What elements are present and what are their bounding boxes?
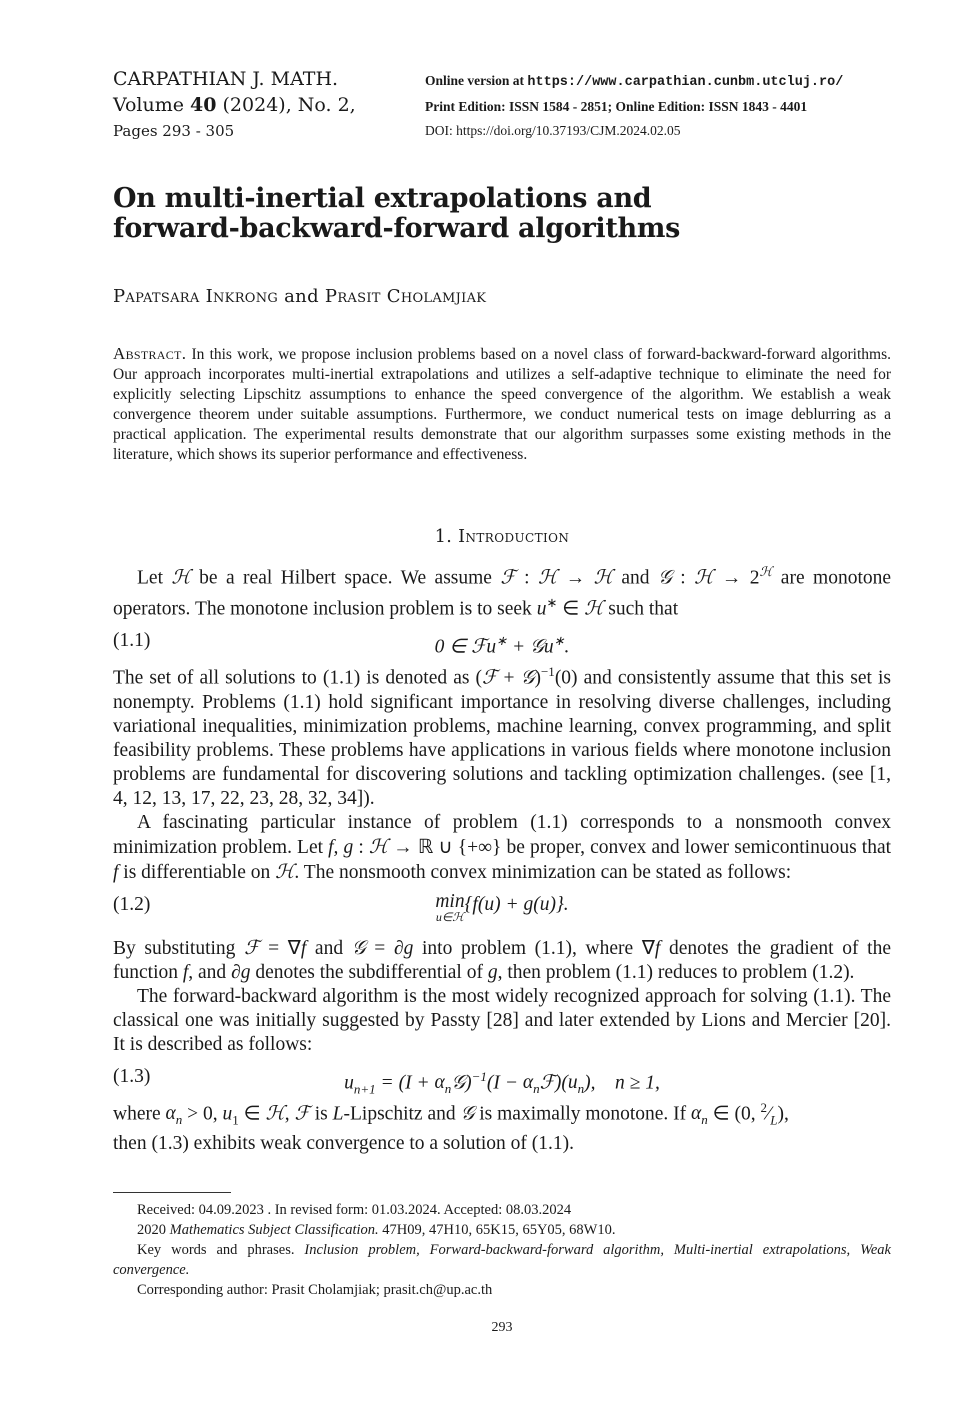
abstract [113, 344, 891, 465]
section-heading: 1. Introduction [434, 527, 570, 547]
online-url-link[interactable]: https://www.carpathian.cunbm.utcluj.ro/ [527, 75, 844, 90]
equation-1-3: (1.3) $u_{n+1} = (I$ + $\alpha_n𝒢)^{-1}(I$ − $\alpha_nℱ)(u_n)$, n ≥ 1, [113, 1065, 660, 1096]
paragraph: The set of all solutions to (1.1) is denoted as (ℱ + 𝒢)$^{-1}$(0) and consistently assume that this set is nonempty. Problems (1.1) hold significant importance in resolving diverse challenges, including variational inequalities, minimization problems, machine learning, convex programming, and split feasibility problems. These problems have applications in various fields where monotone inclusion problems are fundamental for discovering solutions and tackling optimization challenges. (see [1, 4, 12, 13, 17, 22, 23, 28, 32, 34]). [113, 664, 891, 809]
author-1: Papatsara Inkrong [113, 286, 279, 307]
journal-name: CARPATHIAN J. MATH. [113, 68, 339, 90]
received-dates: Received: 04.09.2023 . In revised form: 01.03.2024. Accepted: 08.03.2024 [137, 1202, 572, 1218]
journal-volume: Volume 40 (2024), No. 2, [113, 94, 356, 116]
author-2: Prasit Cholamjiak [324, 286, 487, 307]
page-number: 293 [491, 1320, 513, 1335]
paper-page [113, 0, 891, 1403]
msc-classification: 2020 Mathematics Subject Classification. 47H09, 47H10, 65K15, 65Y05, 68W10. [137, 1222, 616, 1238]
print-edition: Print Edition: ISSN 1584 - 2851; Online Edition: ISSN 1843 - 4401 [425, 99, 808, 114]
online-version: Online version at https://www.carpathian.cunbm.utcluj.ro/ [425, 73, 844, 90]
edition-info [425, 69, 843, 143]
body-text [113, 561, 891, 1156]
paragraph: By substituting ℱ = ∇f and 𝒢 = ∂g into problem (1.1), where ∇f denotes the gradient of the function f, and ∂g denotes the subdifferential of g, then problem (1.1) reduces to problem (1.2). [113, 935, 891, 983]
equation-1-2: (1.2) min u∈ℋ {f(u) + g(u)}. [113, 890, 569, 924]
paragraph: A fascinating particular instance of problem (1.1) corresponds to a nonsmooth convex minimization problem. Let f, g : ℋ → ℝ ∪ {+∞} be proper, convex and lower semicontinuous that f is differentiable on ℋ. The nonsmooth convex minimization can be stated as follows: [113, 811, 892, 883]
keywords: Key words and phrases. Inclusion problem, Forward-backward-forward algorithm, Multi-inertial extrapolations, Weak convergence. [113, 1242, 891, 1278]
equation-1-1: (1.1) 0 ∈ ℱu∗ + 𝒢u∗. [113, 630, 570, 658]
paragraph: Let ℋ be a real Hilbert space. We assume ℱ : ℋ → ℋ and 𝒢 : ℋ → $2^ℋ$ are monotone operators. The monotone inclusion problem is to seek u∗ ∈ ℋ such that [113, 565, 892, 619]
paper-title: On multi-inertial extrapolations and forward-backward-forward algorithms [113, 183, 681, 244]
paragraph: The forward-backward algorithm is the most widely recognized approach for solving (1.1). The classical one was initially suggested by Passty [28] and later extended by Lions and Mercier [20]. It is described as follows: [113, 985, 891, 1055]
abstract-label: Abstract. [113, 344, 187, 363]
doi[interactable]: DOI: https://doi.org/10.37193/CJM.2024.02.05 [425, 123, 681, 138]
footnote-divider [113, 1192, 231, 1193]
journal-header [113, 66, 891, 140]
footnotes [113, 1200, 891, 1300]
journal-info [113, 66, 356, 144]
author-list: Papatsara Inkrong and Prasit Cholamjiak [113, 286, 487, 307]
corresponding-author: Corresponding author: Prasit Cholamjiak; prasit.ch@up.ac.th [137, 1282, 493, 1298]
journal-pages: Pages 293 - 305 [113, 122, 235, 140]
abstract-text: In this work, we propose inclusion problems based on a novel class of forward-backward-forward algorithms. Our approach incorporates multi-inertial extrapolations and utilizes a self-adaptive technique to eliminate the need for explicitly selecting Lipschitz assumptions to enhance the speed convergence of the algorithm. We establish a weak convergence theorem under suitable assumptions. Furthermore, we conduct numerical tests on image deblurring as a practical application. The experimental results demonstrate that our algorithm surpasses some existing methods in the literature, which shows its superior performance and effectiveness. [113, 346, 891, 463]
paragraph: where $\alpha_n > 0$, $u_1$ ∈ ℋ, ℱ is L-Lipschitz and 𝒢 is maximally monotone. If $\alpha_n$ ∈ (0, $^2⁄_L$), then (1.3) exhibits weak convergence to a solution of (1.1). [113, 1099, 789, 1154]
